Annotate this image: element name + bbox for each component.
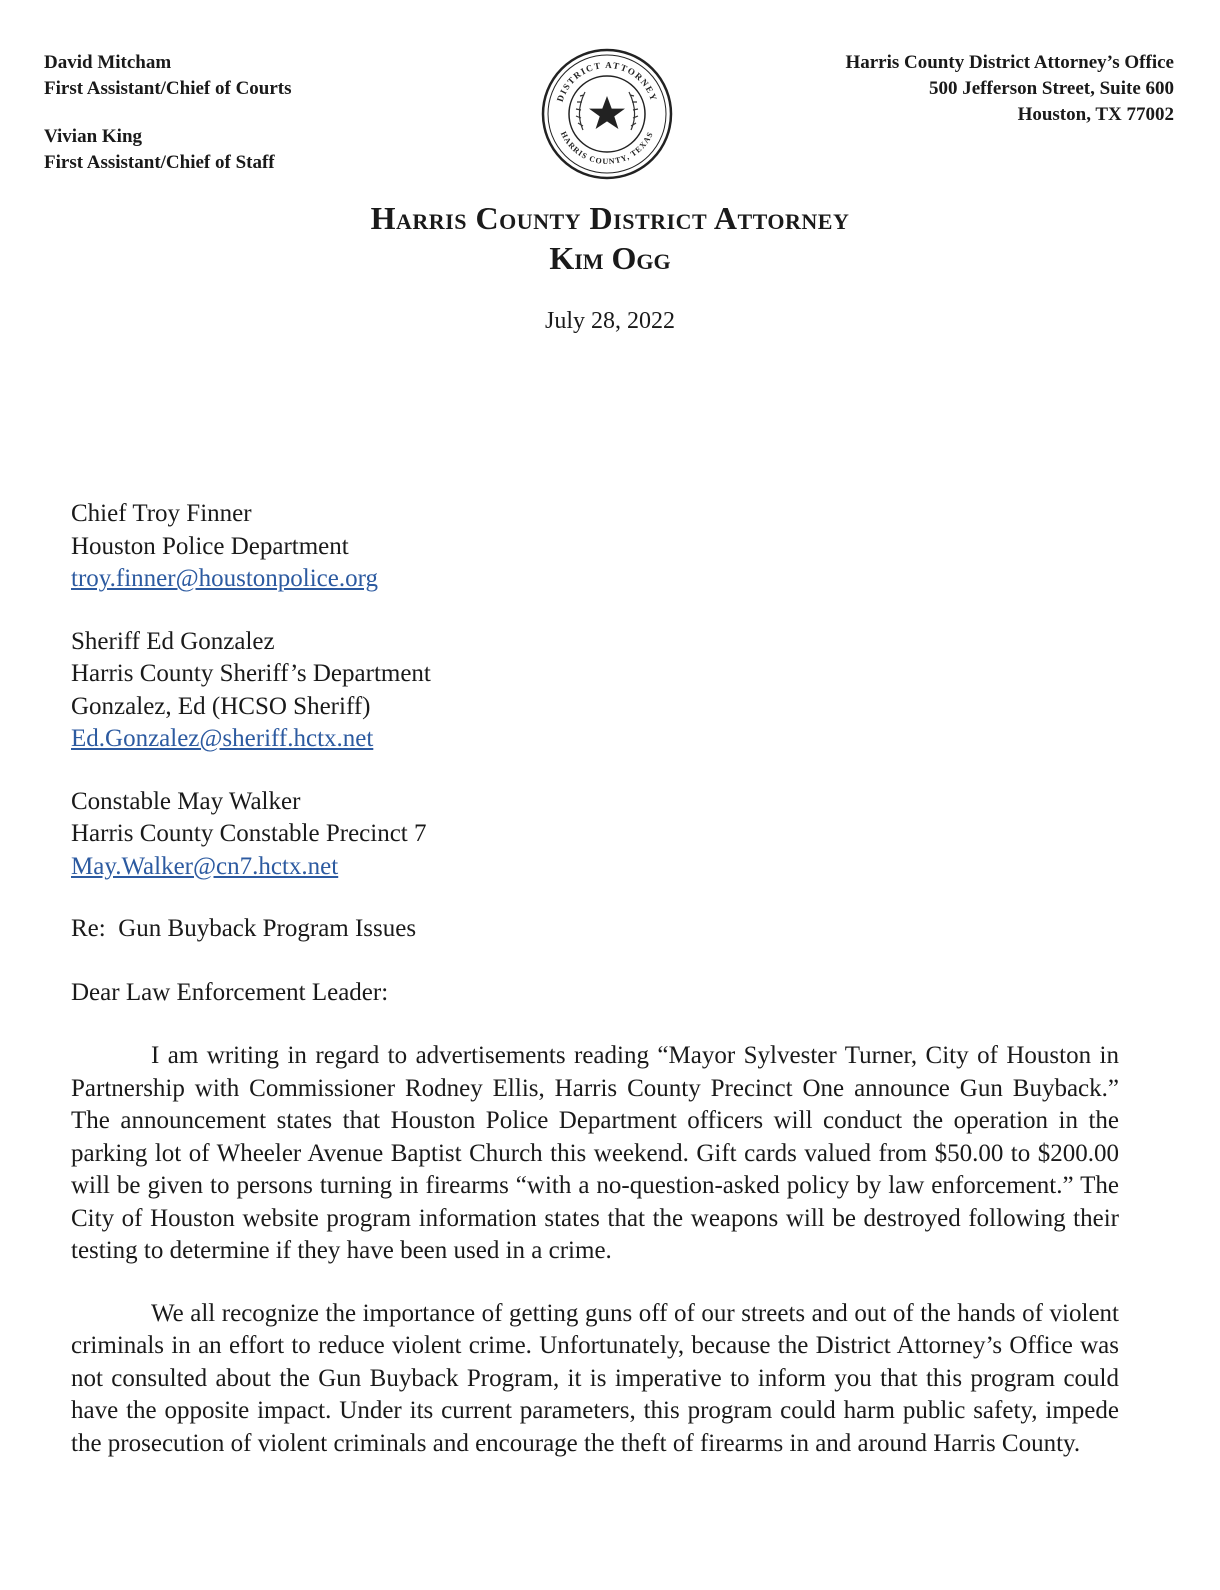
recipient-line: Gonzalez, Ed (HCSO Sheriff): [71, 692, 371, 720]
letter-body: [71, 498, 1119, 1490]
recipient-block: [71, 498, 1119, 596]
recipient-line: Houston Police Department: [71, 532, 349, 560]
recipient-block: [71, 786, 1119, 884]
letterhead-title: [0, 198, 1220, 278]
office-city: Houston, TX 77002: [1017, 104, 1174, 125]
seal-bottom-text: HARRIS COUNTY, TEXAS: [558, 129, 656, 167]
svg-text:HARRIS COUNTY, TEXAS: [559, 130, 655, 166]
office-title: Harris County District Attorney: [370, 200, 850, 236]
staff-name: David Mitcham: [44, 52, 172, 73]
recipient-email-link[interactable]: May.Walker@cn7.hctx.net: [71, 852, 339, 880]
letter-date: July 28, 2022: [544, 308, 675, 334]
recipient-email-link[interactable]: Ed.Gonzalez@sheriff.hctx.net: [71, 725, 374, 752]
seal-top-text: DISTRICT ATTORNEY: [554, 59, 660, 104]
district-attorney-seal-icon: [539, 46, 675, 182]
subject-line: Re: Gun Buyback Program Issues: [71, 915, 417, 942]
recipient-line: Harris County Constable Precinct 7: [71, 820, 427, 847]
office-name: Harris County District Attorney’s Office: [845, 52, 1174, 73]
recipient-line: Sheriff Ed Gonzalez: [71, 627, 275, 655]
staff-title: First Assistant/Chief of Courts: [44, 78, 292, 99]
salutation: Dear Law Enforcement Leader:: [71, 978, 389, 1006]
recipient-line: Harris County Sheriff’s Department: [71, 660, 431, 687]
recipient-email-link[interactable]: troy.finner@houstonpolice.org: [71, 565, 378, 592]
staff-name: Vivian King: [44, 126, 143, 147]
recipient-block: [71, 626, 1119, 756]
body-paragraph: We all recognize the importance of getting guns off of our streets and out of the hands of violent criminals in an effort to reduce violent crime. Unfortunately, because the District Attorney’s Office was not consulted about the Gun Buyback Program, it is imperative to inform you that this program could have the opposite impact. Under its current parameters, this program could harm public safety, impede the prosecution of violent criminals and encourage the theft of firearms in and around Harris County.: [71, 1299, 1119, 1457]
recipient-line: Chief Troy Finner: [71, 500, 252, 527]
header-staff-block: [44, 50, 292, 176]
office-street: 500 Jefferson Street, Suite 600: [928, 78, 1174, 99]
body-paragraph: I am writing in regard to advertisements reading “Mayor Sylvester Turner, City of Houston in Partnership with Commissioner Rodney Ellis, Harris County Precinct One announce Gun Buyback.” The announcement states that Houston Police Department officers will conduct the operation in the parking lot of Wheeler Avenue Baptist Church this weekend. Gift cards valued from $50.00 to $200.00 will be given to persons turning in firearms “with a no-question-asked policy by law enforcement.” The City of Houston website program information states that the weapons will be destroyed following their testing to determine if they have been used in a crime.: [71, 1042, 1119, 1264]
staff-title: First Assistant/Chief of Staff: [44, 152, 275, 173]
office-address-block: [845, 50, 1174, 128]
recipient-line: Constable May Walker: [71, 787, 301, 815]
district-attorney-name: Kim Ogg: [549, 240, 671, 276]
